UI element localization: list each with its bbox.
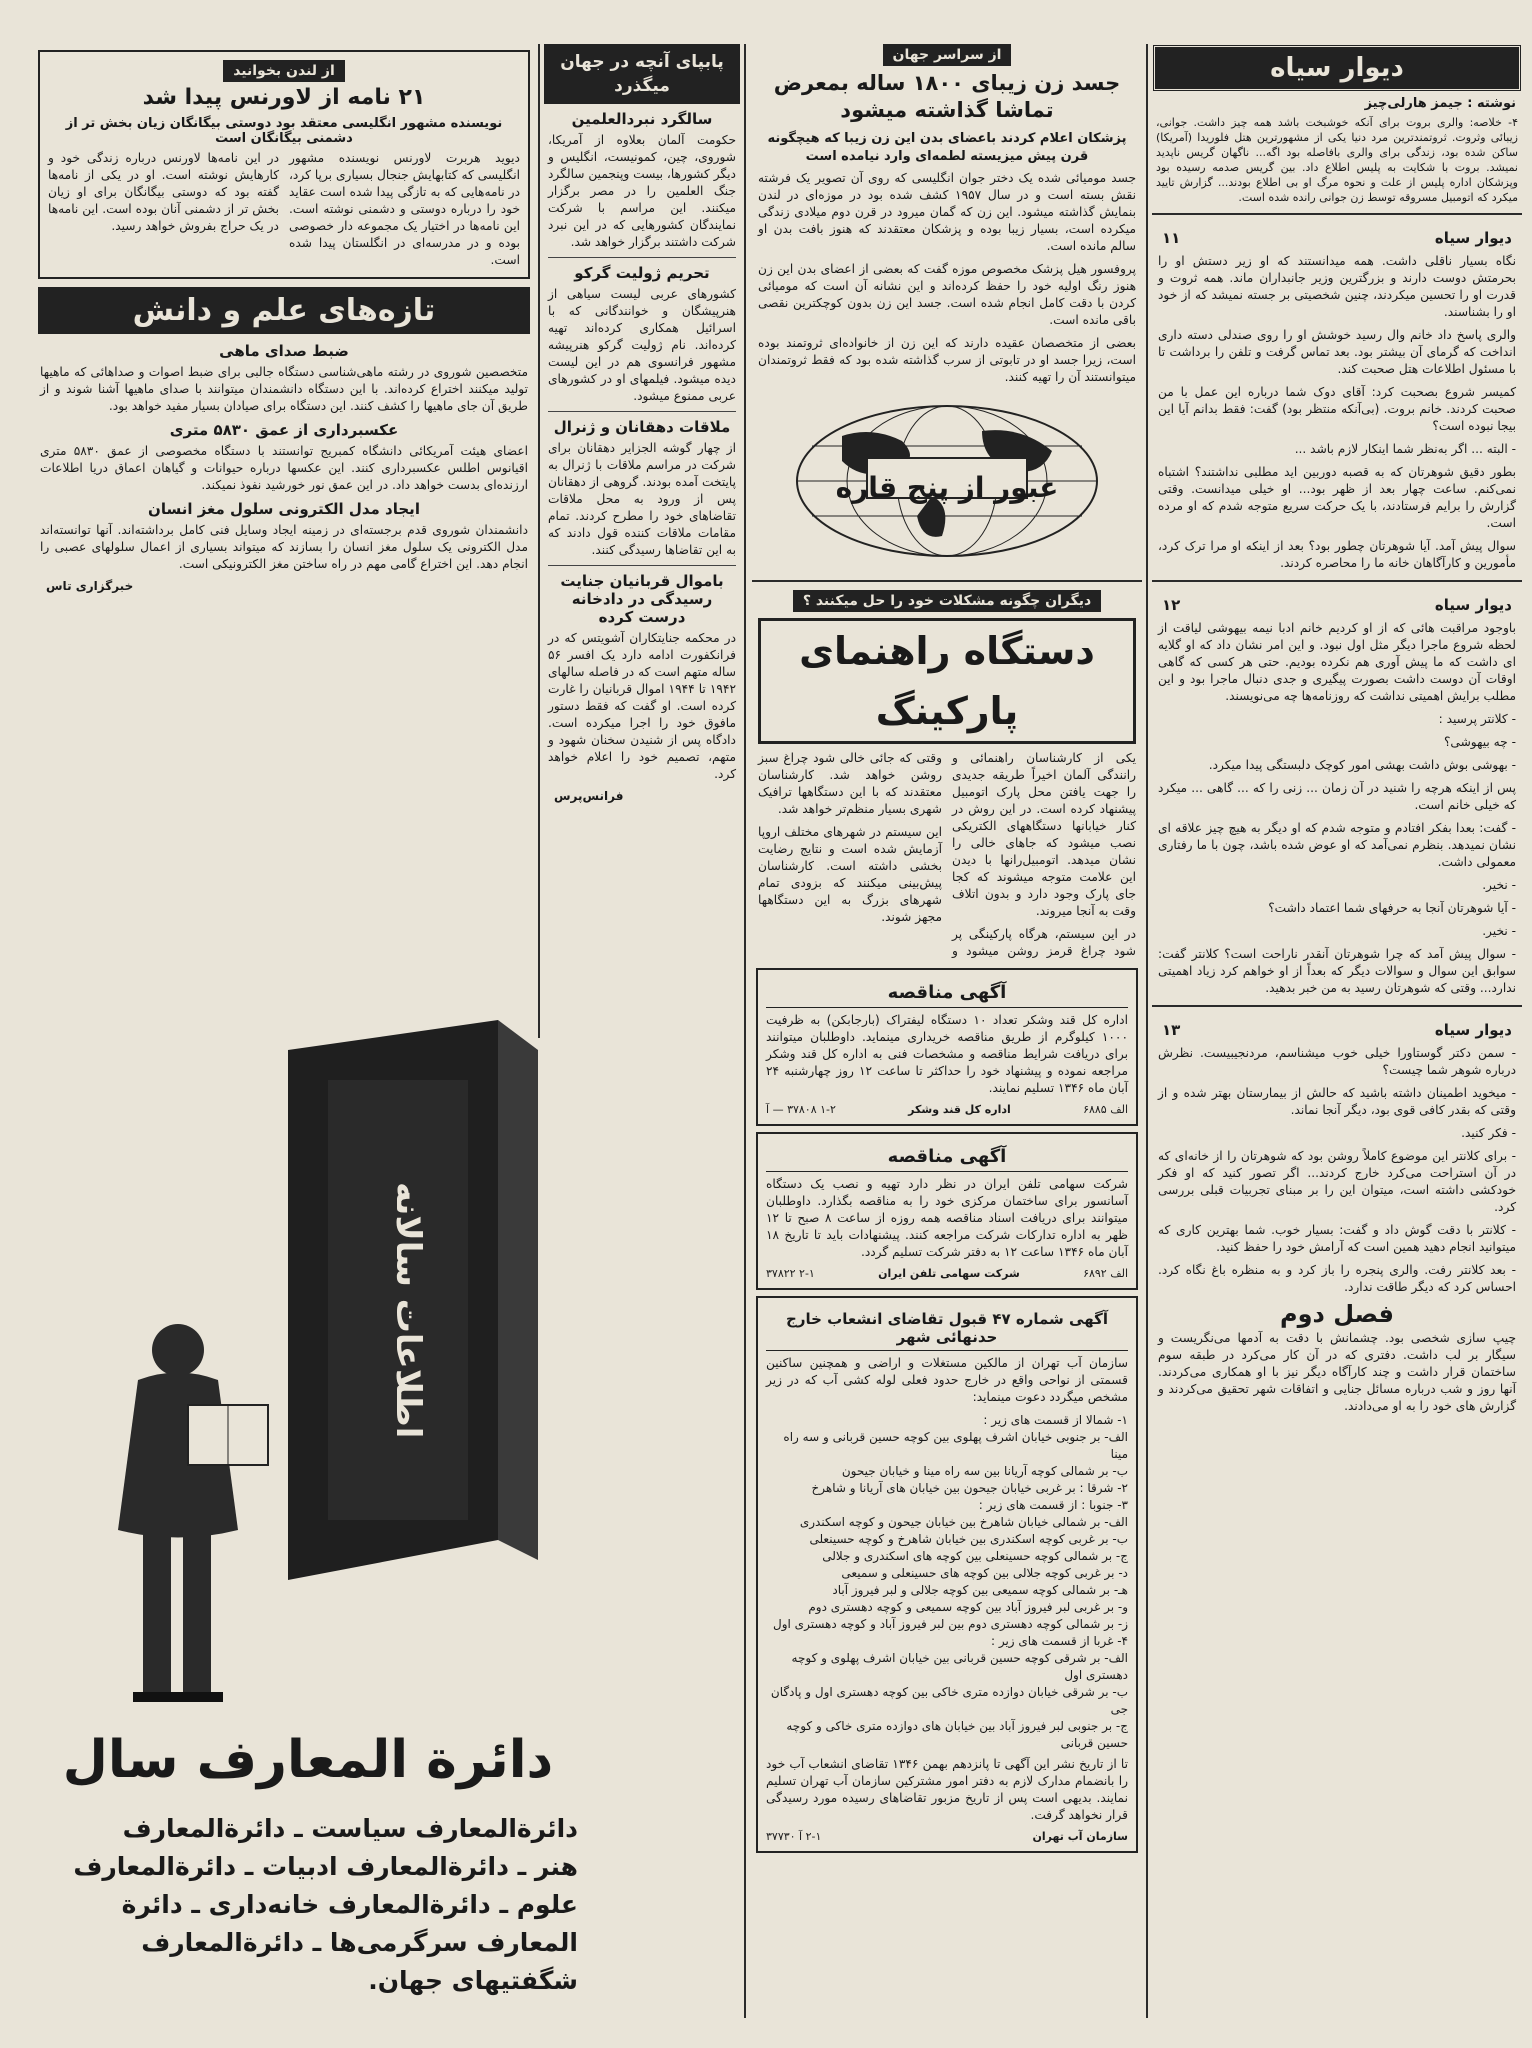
center-right-column: [752, 44, 1142, 2018]
serial-intro: ۴- خلاصه: والری بروت برای آنکه خوشبخت باشد همه چیز داشت. جوانی، زیبائی وثروت. ثروتمندترین مرد دنیا یکی از مشهورترین هتل فلوریدا (آمریکا) ساکن شده بود، زندگی برای والری بافاصله بود اگه... ناگهان گریس ناپدید نمیشد. بروت با شکایت به پلیس اطلاع داد. بین گریس صدمه رسیده بود وپزشکان اداره پلیس از علت و نحوه مرگ او بی اطلاع بودند... گزارش تایید میکرد که اتومبیل مسروقه توسط زن جوانی رانده شده است.: [1156, 116, 1518, 204]
water-notice-line: ب- بر شرقی خیابان دوازده متری خاکی بین کوچه دهستری اول و پادگان جی: [770, 1685, 1128, 1716]
tender-code: ۲-۱ ۳۷۸۲۲: [766, 1267, 815, 1280]
serial-part-11: [1152, 223, 1522, 572]
world-news-banner: پابپای آنچه در جهان میگذرد: [544, 44, 740, 104]
paragraph: کمیسر شروع بصحبت کرد: آقای دوک شما درباره این عمل با من صحبت کردند. خانم بروت. (بی‌آنکه منتظر بود) گفت: فقط بدانم آیا این بیجا نبوده است؟: [1158, 385, 1516, 433]
serial-part-number: ۱۳: [1162, 1021, 1181, 1039]
globe-feature: [752, 396, 1142, 570]
paragraph: در این نامه‌ها لاورنس درباره زندگی خود و کارهایش نوشته است. او در یکی از نامه‌ها گفته بود که دوستی بیگانگان برای او زیان بخش تر از دشمنی آنان بوده است. این نامه‌ها در یک حراج بفروش خواهد رسید.: [48, 151, 279, 233]
science-heading: ایجاد مدل الکترونی سلول مغز انسان: [148, 500, 420, 518]
serial-part-13: [1152, 1015, 1522, 1296]
divider: [1152, 1005, 1522, 1007]
paragraph: - فکر کنید.: [1461, 1126, 1516, 1140]
letters-kicker: از لندن بخوانید: [223, 60, 345, 82]
parking-headline: دستگاه راهنمای پارکینگ: [758, 618, 1136, 744]
science-heading: ضبط صدای ماهی: [219, 342, 349, 360]
water-notice-footer: [766, 1830, 1128, 1843]
column-rule: [1146, 44, 1148, 2018]
science-banner: تازه‌های علم و دانش: [38, 287, 530, 334]
parking-kicker: دیگران چگونه مشکلات خود را حل میکنند ؟: [793, 590, 1101, 612]
column-rule: [538, 44, 540, 1038]
news-heading: ملاقات دهقانان و ژنرال: [553, 418, 731, 436]
lawrence-letters-box: [38, 50, 530, 279]
news-heading: سالگرد نبردالعلمین: [571, 110, 713, 128]
paragraph: - کلانتر با دقت گوش داد و گفت: بسیار خوب. شما بهترین کاری که میتوانید انجام دهید همین است که آرامش خود را حفظ کنید.: [1158, 1223, 1516, 1254]
water-notice-title: آگهی شماره ۴۷ قبول تقاضای انشعاب خارج حدنهائی شهر: [766, 1306, 1128, 1351]
encyclopedia-subjects: [38, 1810, 578, 2000]
divider: [1152, 213, 1522, 215]
serial-chapter-two: [1152, 1302, 1522, 1415]
water-notice-line: ۳- جنوبا : از قسمت های زیر :: [978, 1498, 1128, 1512]
mummy-kicker: از سراسر جهان: [883, 44, 1012, 66]
letters-body: [48, 150, 520, 269]
tender-issuer: اداره کل قند وشکر: [908, 1103, 1011, 1116]
news-text: در محکمه جنایتکاران آشویتس که در فرانکفورت ادامه دارد یک افسر ۵۶ ساله متهم است که در فاصله سالهای ۱۹۴۲ تا ۱۹۴۴ اموال قربانیان را غارت کرده است. او گفت که فقط دستور مافوق خود را اجرا میکرده است. دادگاه پس از شنیدن سخنان شهود و متهم، تصمیم خود را اعلام خواهد کرد.: [548, 631, 736, 781]
science-text: اعضای هیئت آمریکائی دانشگاه کمبریج توانستند با دستگاه مخصوصی از عمق ۵۸۳۰ متری اقیانوس اطلس عکسبرداری کنند. این عکسها درباره حیوانات و گیاهان اعماق دریا اطلاعات ارزنده‌ای بدست خواهد داد. در این عمق نور خورشید نفوذ نمیکند.: [40, 444, 528, 492]
paragraph: چیپ سازی شخصی بود. چشمانش با دقت به آدمها می‌نگریست و سیگار بر لب داشت. دفتری که در آن کار می‌کرد در طبقه سوم ساختمان قرار داشت و چند کارآگاه دیگر نیز با او همکاری می‌کردند. آنها روز و شب درباره مسائل جنایی و اتفاقات شهر تحقیق می‌کردند و گزارش های خود را به او می‌دادند.: [1158, 1331, 1516, 1413]
water-notice-line: ب- بر شمالی کوچه آریانا بین سه راه مینا و خیابان جیحون: [841, 1464, 1128, 1478]
encyclopedia-line: شگفتیهای جهان.: [368, 1966, 578, 1995]
paragraph: نگاه بسیار ناقلی داشت. همه میدانستند که او زیر دستش او را بحرمتش دوست دارند و بزرگترین وزیر جانبداران ماند. همه ثروت و قدرت او را تحسین میکردند، چنین شخصیتی بر جسته نمیشد که از خود او را بشناسند.: [1158, 254, 1516, 319]
mummy-headline: جسد زن زیبای ۱۸۰۰ ساله بمعرض تماشا گذاشته میشود: [773, 71, 1121, 122]
water-notice-line: ج- بر جنوبی لبر فیروز آباد بین خیابان های دوازده متری خاکی و کوچه حسین قربانی: [786, 1719, 1128, 1750]
tender-text: شرکت سهامی تلفن ایران در نظر دارد تهیه و نصب یک دستگاه آسانسور برای ساختمان مرکزی خود را به مناقصه بگذارد. داوطلبان میتوانند برای دریافت اسناد مناقصه همه روزه از ساعت ۸ صبح تا ۱۲ ظهر به اداره تدارکات شرکت مراجعه کنند. پیشنهادات باید تا تاریخ ۱۸ آبان ماه ۱۳۴۶ ساعت ۱۲ به دفتر شرکت تسلیم گردد.: [766, 1177, 1128, 1259]
paragraph: بطور دقیق شوهرتان که به قصبه دوربین اید مطلبی نداشتند؟ اشتباه نمی‌کنم. ساعت چهار بعد از ظهر بود... او خیلی میدانست. وقتی گزارش را برایم فرستادند، با یک حرکت سریع متوجه شدم که او مرده است.: [1158, 465, 1516, 530]
serial-part-body: [1152, 253, 1522, 572]
serial-part-body: [1152, 1045, 1522, 1296]
paragraph: - برای کلانتر این موضوع کاملاً روشن بود که شوهرتان را از خانه‌ای که در آن استراحت می‌کرد خارج کردند... اگر تصور کنید که او فکر خودکشی داشته است، میتوان این را بر مبنای تجربیات قبلی بررسی کرد.: [1158, 1149, 1516, 1214]
serial-part-header: [1152, 1015, 1522, 1045]
water-notice-code: ۲-۱ آ ۳۷۷۳۰: [766, 1830, 822, 1843]
serial-part-heading: دیوار سیاه: [1434, 1021, 1512, 1039]
paragraph: سوال پیش آمد. آیا شوهرتان چطور بود؟ بعد از اینکه او مرا ترک کرد، مأمورین و کارآگاهان خانه ما را محاصره کردند.: [1158, 539, 1516, 570]
science-heading: عکسبرداری از عمق ۵۸۳۰ متری: [169, 421, 399, 439]
paragraph: - سوال پیش آمد که چرا شوهرتان آنقدر ناراحت است؟ کلانتر گفت: سوابق این سوال و سوالات دیگر که بعداً از او خواهم کرد زیاد اهمیتی ندارد... وقتی که شوهرتان رسید به من خبر بدهید.: [1158, 947, 1516, 995]
water-notice-line: ۴- غربا از قسمت های زیر :: [990, 1634, 1128, 1648]
globe-label: عبور از پنج قاره: [835, 471, 1059, 504]
serial-part-number: ۱۱: [1162, 229, 1181, 247]
serial-byline: نوشته : جیمز هارلی‌چیز: [1364, 96, 1516, 111]
water-notice-line: ۱- شمالا از قسمت های زیر :: [983, 1413, 1128, 1427]
water-notice-intro: سازمان آب تهران از مالکین مستغلات و اراضی و همچنین ساکنین قسمتی از نواحی واقع در خارج حدود فعلی لوله کشی آب که در زیر مشخص میگردد دعوت مینماید:: [766, 1356, 1128, 1404]
encyclopedia-line: هنر ـ دائرة‌المعارف ادبیات ـ دائرة‌المعارف: [73, 1852, 578, 1881]
tender-notice-telephone: [756, 1132, 1138, 1290]
tender-ref: الف ۶۸۹۲: [1083, 1267, 1128, 1280]
paragraph: در این سیستم، هرگاه پارکینگی پر شود چراغ قرمز روشن میشود و وقتی که جائی خالی شود چراغ سبز روشن خواهد شد. کارشناسان معتقدند که با این دستگاهها ترافیک شهری بسیار منظم‌تر خواهد شد.: [758, 751, 1136, 958]
paragraph: والری پاسخ داد خانم وال رسید خوشش او را روی صندلی دسته داری انداخت که گرمای آن بیشتر بود. بعد تماس گرفت و تلفن را برداشت تا با مسئول اطلاعات هتل صحبت کند.: [1158, 328, 1516, 376]
divider: [1152, 580, 1522, 582]
column-rule: [744, 44, 746, 2018]
letters-science-column: [34, 44, 534, 1038]
paragraph: یکی از کارشناسان راهنمائی و رانندگی آلمان اخیراً طریقه جدیدی را جهت یافتن محل پارک اتومبیل پیشنهاد کرده است. در این روش در کنار خیابانها دستگاههای الکتریکی نصب میشود که جاهای خالی را نشان میدهد. اتومبیل‌رانها با دیدن این علامت متوجه میشوند که کجا جای پارک وجود دارد و بدون اتلاف وقت به آنجا میروند.: [952, 751, 1136, 918]
tender-title: آگهی مناقصه: [766, 978, 1128, 1008]
chapter-heading: فصل دوم: [1280, 1300, 1394, 1328]
encyclopedia-line: علوم ـ دائرة‌المعارف خانه‌داری ـ دائرة: [121, 1890, 578, 1919]
paragraph: باوجود مراقبت هائی که از او کردیم خانم ادبا نیمه بیهوشی لیاقت از لحظه شروع ماجرا دیگر مثل اول نبود. و این امر نشان داد که او گلایه ای داشت که ما پیش آوری هم نکرده بودیم. حتی هر کسی که گاهی اوقات آن دوست داشت بصورت پیگیری و جدی دنبال ماجرا بود و این مطلب برایش اهمیتی نداشت که روزنامه‌ها چه می‌نویسند.: [1158, 621, 1516, 703]
serial-part-header: [1152, 590, 1522, 620]
tender-code: ۱-۲ ۳۷۸۰۸ — آ: [766, 1103, 836, 1116]
paragraph: - گفت: بعدا بفکر افتادم و متوجه شدم که او دیگر به هیچ چیز علاقه ای نشان نمیدهد. بنظرم نمی‌آمد که او عوض شده باشد، چون با ما رفتاری معمولی داشت.: [1158, 821, 1516, 869]
paragraph: دیوید هربرت لاورنس نویسنده مشهور انگلیسی که کتابهایش جنجال بسیاری برپا کرد، در نامه‌هایی که به تازگی پیدا شده است عقاید خود را درباره دوستی و دشمنی نوشته است. این نامه‌ها در اختیار یک مجموعه دار خصوصی بوده و در مدرسه‌ای در انگلستان پیدا شده است.: [289, 151, 520, 267]
encyclopedia-advert: [28, 1020, 588, 2020]
tender-text: اداره کل قند وشکر تعداد ۱۰ دستگاه لیفتراک (بارجابکن) به ظرفیت ۱۰۰۰ کیلوگرم از طریق مناقصه خریداری مینماید. داوطلبان میتوانند برای دریافت شرایط مناقصه و مشخصات فنی به اداره کل قند وشکر مراجعه نموده و پیشنهاد خود را حداکثر تا ساعت ۱۲ روز چهارشنبه ۲۴ آبان ماه ۱۳۴۶ تسلیم نمایند.: [766, 1013, 1128, 1095]
divider: [752, 580, 1142, 582]
tender-notice-sugar: [756, 968, 1138, 1126]
tender-title: آگهی مناقصه: [766, 1142, 1128, 1172]
water-notice: [756, 1296, 1138, 1853]
serial-part-heading: دیوار سیاه: [1434, 229, 1512, 247]
paragraph: - البته ... اگر به‌نظر شما اینکار لازم باشد ...: [1294, 442, 1516, 456]
water-notice-line: الف- بر جنوبی خیابان اشرف پهلوی بین کوچه حسین قربانی و سه راه مینا: [783, 1430, 1128, 1461]
news-text: از چهار گوشه الجزایر دهقانان برای شرکت در مراسم ملاقات با ژنرال به پایتخت آمده بودند. گروهی از دهقانان پس از ورود به محل ملاقات تقاضاهای خود را مطرح کردند. تمام مقامات ملاقات کننده قول دادند که به این تقاضاها رسیدگی کنند.: [548, 441, 736, 557]
parking-body: [752, 750, 1142, 960]
paragraph: - بهوشی بوش داشت بهشی امور کوچک دلبستگی پیدا میکرد.: [1208, 758, 1516, 772]
water-notice-line: ج- بر شمالی کوچه حسینعلی بین کوچه های اسکندری و جلالی: [822, 1549, 1128, 1563]
serial-banner: دیوار سیاه: [1152, 44, 1522, 92]
letters-headline: ۲۱ نامه از لاورنس پیدا شد: [142, 85, 426, 110]
paragraph: جسد مومیائی شده یک دختر جوان انگلیسی که روی آن تصویر یک فرشته نقش بسته است و در سال ۱۹۵۷ کشف شده بود در موزه‌ای در لندن بنمایش گذاشته میشود. این زن که گمان میرود در قرن دوم میلادی زندگی میکرده است، بسیار زیبا بوده و پزشکان معتقدند که هنوز بافت بدن او سالم مانده است.: [758, 171, 1136, 253]
encyclopedia-title: دائرة المعارف سال: [62, 1730, 554, 1790]
parking-kicker-wrap: [752, 590, 1142, 612]
news-text: کشورهای عربی لیست سیاهی از هنرپیشگان و خوانندگانی که با اسرائیل همکاری کرده‌اند تهیه کرده‌اند. نام ژولیت گرکو هنرپیشه مشهور فرانسوی هم در این لیست دیده میشود. فیلمهای او در کشورهای عربی ممنوع میشود.: [548, 287, 736, 403]
news-text: حکومت آلمان بعلاوه از آمریکا، شوروی، چین، کمونیست، انگلیس و دیگر کشورها، بیست وپنجمین سالگرد جنگ العلمین را در مصر برگزار میکنند. این مراسم با شرکت نمایندگان کشورهایی که در این نبرد شرکت داشتند برگزار خواهد شد.: [548, 133, 736, 249]
paragraph: - نخیر.: [1482, 878, 1516, 892]
mummy-subhead: پزشکان اعلام کردند باعضای بدن این زن زیبا که هیچگونه قرن پیش میزیسته لطمه‌ای وارد نیامده است: [767, 131, 1127, 164]
news-heading: تحریم ژولیت گرکو: [574, 264, 710, 282]
water-notice-line: الف- بر شمالی خیابان شاهرخ بین خیابان جیحون و کوچه اسکندری: [799, 1515, 1128, 1529]
paragraph: پروفسور هیل پزشک مخصوص موزه گفت که بعضی از اعضای بدن این زن هنوز رنگ اولیه خود را حفظ کرده‌اند و این نشانه آن است که مومیائی کردن با دقت کامل انجام شده است. جسد این زن بدون کوچکترین نقصی باقی مانده است.: [758, 262, 1136, 327]
man-reading-book-illustration: [28, 1020, 588, 1720]
mummy-body: [752, 170, 1142, 386]
paragraph: - نخیر.: [1482, 924, 1516, 938]
water-notice-line: الف- بر شرقی کوچه حسین قربانی بین خیابان اشرف پهلوی و کوچه دهستری اول: [791, 1651, 1128, 1682]
water-notice-line: و- بر غربی لبر فیروز آباد بین کوچه سمیعی و کوچه دهستری دوم: [808, 1600, 1128, 1614]
encyclopedia-line: المعارف سرگرمی‌ها ـ دائرة‌المعارف: [141, 1928, 578, 1957]
paragraph: - آیا شوهرتان آنجا به حرفهای شما اعتماد داشت؟: [1268, 901, 1516, 915]
paragraph: - سمن دکتر گوستاورا خیلی خوب میشناسم، مردنجیبیست. نظرش درباره شوهر شما چیست؟: [1158, 1046, 1516, 1077]
science-text: دانشمندان شوروی قدم برجسته‌ای در زمینه ایجاد وسایل فنی کامل برداشته‌اند. آنها توانسته‌اند مدل الکترونی یک سلول مغز انسان را بسازند که میتواند بسیاری از اعمال سلولهای عصبی را انجام دهد. این اختراع گامی مهم در راه ساختن مغز الکترونیکی است.: [40, 523, 528, 571]
water-notice-closing: تا از تاریخ نشر این آگهی تا پانزدهم بهمن ۱۳۴۶ تقاضای انشعاب آب خود را بانضمام مدارک لازم به دفتر امور مشترکین سازمان آب تهران تسلیم نمایند. بدیهی است پس از تاریخ مزبور تقاضاهای رسیده مورد رسیدگی قرار نخواهد گرفت.: [766, 1757, 1128, 1822]
world-news-column: [544, 44, 740, 1038]
science-text: متخصصین شوروی در رشته ماهی‌شناسی دستگاه جالبی برای ضبط اصوات و صداهائی که ماهیها تولید میکنند اختراع کرده‌اند. با این دستگاه دانشمندان میتوانند با صدای ماهیها آشنا شوند و از طریق آن جای ماهیها را کشف کنند. این دستگاه برای صیادان بسیار مفید خواهد بود.: [40, 365, 528, 413]
encyclopedia-line: دائرة‌المعارف سیاست ـ دائرة‌المعارف: [122, 1814, 578, 1843]
tender-footer: [766, 1103, 1128, 1116]
paragraph: بعضی از متخصصان عقیده دارند که این زن از خانواده‌ای ثروتمند بوده است، زیرا جسد او در تابوتی از سرب گذاشته شده بود که فقط ثروتمندان میتوانستند آن را تهیه کنند.: [758, 336, 1136, 384]
mummy-kicker-wrap: [752, 44, 1142, 66]
serial-part-number: ۱۲: [1162, 596, 1181, 614]
serial-column: [1152, 44, 1522, 2018]
paragraph: - کلانتر پرسید :: [1438, 712, 1516, 726]
serial-part-12: [1152, 590, 1522, 997]
science-body: [34, 342, 534, 593]
paragraph: - چه بیهوشی؟: [1443, 735, 1516, 749]
paragraph: پس از اینکه هرچه را شنید در آن زمان ... زنی را که ... گاهی ... میکرد که خیلی خانم است.: [1158, 781, 1516, 812]
tender-footer: [766, 1267, 1128, 1280]
water-notice-line: هـ- بر شمالی کوچه سمیعی بین کوچه جلالی و لبر فیروز آباد: [832, 1583, 1128, 1597]
paragraph: این سیستم در شهرهای مختلف اروپا آزمایش شده است و نتایج رضایت بخشی داشته است. کارشناسان پیش‌بینی میکنند که بزودی تمام شهرهای بزرگ به این دستگاهها مجهز شوند.: [758, 825, 942, 924]
serial-part-heading: دیوار سیاه: [1434, 596, 1512, 614]
serial-part-body: [1152, 620, 1522, 997]
news-signature: فرانس‌پرس: [554, 789, 624, 803]
encyclopedia-book-spine: اطلاعات سالانه: [388, 1181, 428, 1439]
water-notice-line: د- بر غربی کوچه جلالی بین کوچه های حسینعلی و سمیعی: [841, 1566, 1128, 1580]
serial-part-header: [1152, 223, 1522, 253]
science-signature: خبرگزاری تاس: [46, 579, 134, 593]
tender-issuer: شرکت سهامی تلفن ایران: [878, 1267, 1020, 1280]
water-notice-line: ز- بر شمالی کوچه دهستری دوم بین لبر فیروز آباد و کوچه دهستری اول: [773, 1617, 1128, 1631]
news-heading: باموال قربانیان جنایت رسیدگی در دادخانه درست کرده: [560, 572, 724, 626]
paragraph: - بعد کلانتر رفت. والری پنجره را باز کرد و به منظره باغ نگاه کرد. احساس کرد که دیگر طاقت ندارد.: [1158, 1263, 1516, 1294]
water-notice-issuer: سازمان آب تهران: [1032, 1830, 1128, 1843]
tender-ref: الف ۶۸۸۵: [1083, 1103, 1128, 1116]
paragraph: - میخوید اطمینان داشته باشید که حالش از بیمارستان بهتر شده و از وقتی که بقدر کافی قوی بود، دیگر آنجا نماند.: [1158, 1086, 1516, 1117]
water-notice-line: ب- بر غربی کوچه اسکندری بین خیابان شاهرخ و کوچه حسینعلی: [809, 1532, 1128, 1546]
water-notice-line: ۲- شرقا : بر غربی خیابان جیحون بین خیابان های آریانا و شاهرخ: [811, 1481, 1128, 1495]
letters-subhead: نویسنده مشهور انگلیسی معتقد بود دوستی بیگانگان زیان بخش تر از دشمنی بیگانگان است: [65, 116, 503, 146]
